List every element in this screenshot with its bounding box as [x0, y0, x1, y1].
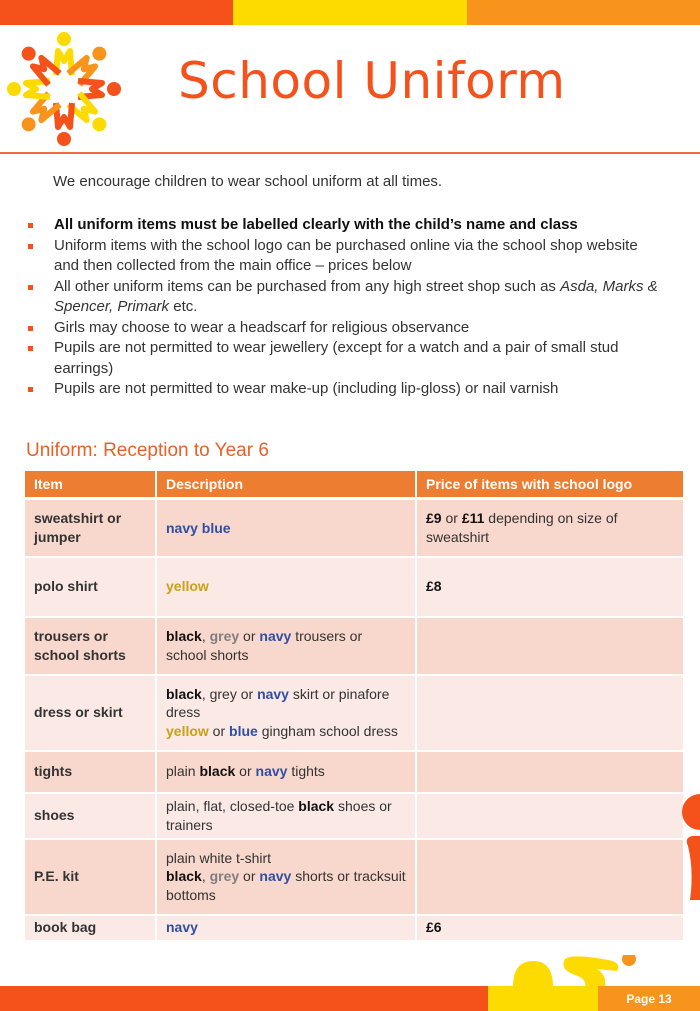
column-header-item: Item: [25, 471, 156, 499]
list-item: Girls may choose to wear a headscarf for religious observance: [25, 318, 665, 339]
list-item: Uniform items with the school logo can be purchased online via the school shop website and then collected from the main office – prices below: [25, 236, 665, 277]
logo-figure: [68, 93, 110, 135]
top-bar-red: [0, 0, 233, 25]
description-cell: black, grey or navy skirt or pinafore dress yellow or blue gingham school dress: [156, 675, 416, 751]
list-item: All uniform items must be labelled clearly with the child’s name and class: [25, 215, 665, 236]
school-logo: [5, 30, 123, 148]
bullet-square-icon: [28, 346, 33, 351]
description-cell: plain, flat, closed-toe black shoes or trainers: [156, 793, 416, 839]
price-cell: £8: [416, 557, 683, 617]
table-row: [25, 557, 683, 617]
bullet-square-icon: [28, 326, 33, 331]
rules-list: [25, 215, 665, 400]
footer-bar-yellow: [488, 986, 598, 1011]
item-cell: sweatshirt or jumper: [25, 499, 156, 557]
price-cell: £9 or £11 depending on size of sweatshirt: [416, 499, 683, 557]
section-heading: Uniform: Reception to Year 6: [26, 440, 269, 461]
table-row: [25, 915, 683, 941]
description-cell: yellow: [156, 557, 416, 617]
list-item: All other uniform items can be purchased from any high street shop such as Asda, Marks & Spencer, Primark etc.: [25, 277, 665, 318]
top-bar-orange: [467, 0, 700, 25]
table-row: [25, 499, 683, 557]
logo-figure: [68, 43, 110, 85]
price-cell: [416, 675, 683, 751]
bullet-square-icon: [28, 285, 33, 290]
bullet-square-icon: [28, 223, 33, 228]
price-cell: [416, 751, 683, 793]
logo-figure: [18, 93, 60, 135]
decorative-figure-bottom: [505, 955, 650, 987]
bullet-square-icon: [28, 244, 33, 249]
list-item: Pupils are not permitted to wear make-up (including lip-gloss) or nail varnish: [25, 379, 665, 400]
decorative-figure-right: [680, 790, 700, 900]
header-divider: [0, 152, 700, 154]
item-cell: dress or skirt: [25, 675, 156, 751]
bullet-square-icon: [28, 387, 33, 392]
item-cell: trousers or school shorts: [25, 617, 156, 675]
item-cell: book bag: [25, 915, 156, 941]
item-cell: polo shirt: [25, 557, 156, 617]
page-title: School Uniform: [178, 52, 566, 110]
footer-bar-red: [0, 986, 488, 1011]
table-row: [25, 675, 683, 751]
page-number: Page 13: [598, 986, 700, 1011]
column-header-price: Price of items with school logo: [416, 471, 683, 499]
logo-figure: [18, 43, 60, 85]
price-cell: [416, 839, 683, 915]
top-bar-yellow: [233, 0, 467, 25]
item-cell: tights: [25, 751, 156, 793]
description-cell: black, grey or navy trousers or school shorts: [156, 617, 416, 675]
item-cell: P.E. kit: [25, 839, 156, 915]
table-row: [25, 751, 683, 793]
intro-text: We encourage children to wear school uniform at all times.: [53, 173, 443, 190]
price-cell: £6: [416, 915, 683, 941]
price-cell: [416, 793, 683, 839]
table-row: [25, 617, 683, 675]
description-cell: navy: [156, 915, 416, 941]
column-header-description: Description: [156, 471, 416, 499]
table-row: [25, 793, 683, 839]
description-cell: plain black or navy tights: [156, 751, 416, 793]
description-cell: navy blue: [156, 499, 416, 557]
description-cell: plain white t-shirt black, grey or navy shorts or tracksuit bottoms: [156, 839, 416, 915]
table-row: [25, 839, 683, 915]
price-cell: [416, 617, 683, 675]
uniform-table: [25, 471, 683, 942]
list-item: Pupils are not permitted to wear jewellery (except for a watch and a pair of small stud earrings): [25, 338, 665, 379]
table-header-row: [25, 471, 683, 499]
item-cell: shoes: [25, 793, 156, 839]
